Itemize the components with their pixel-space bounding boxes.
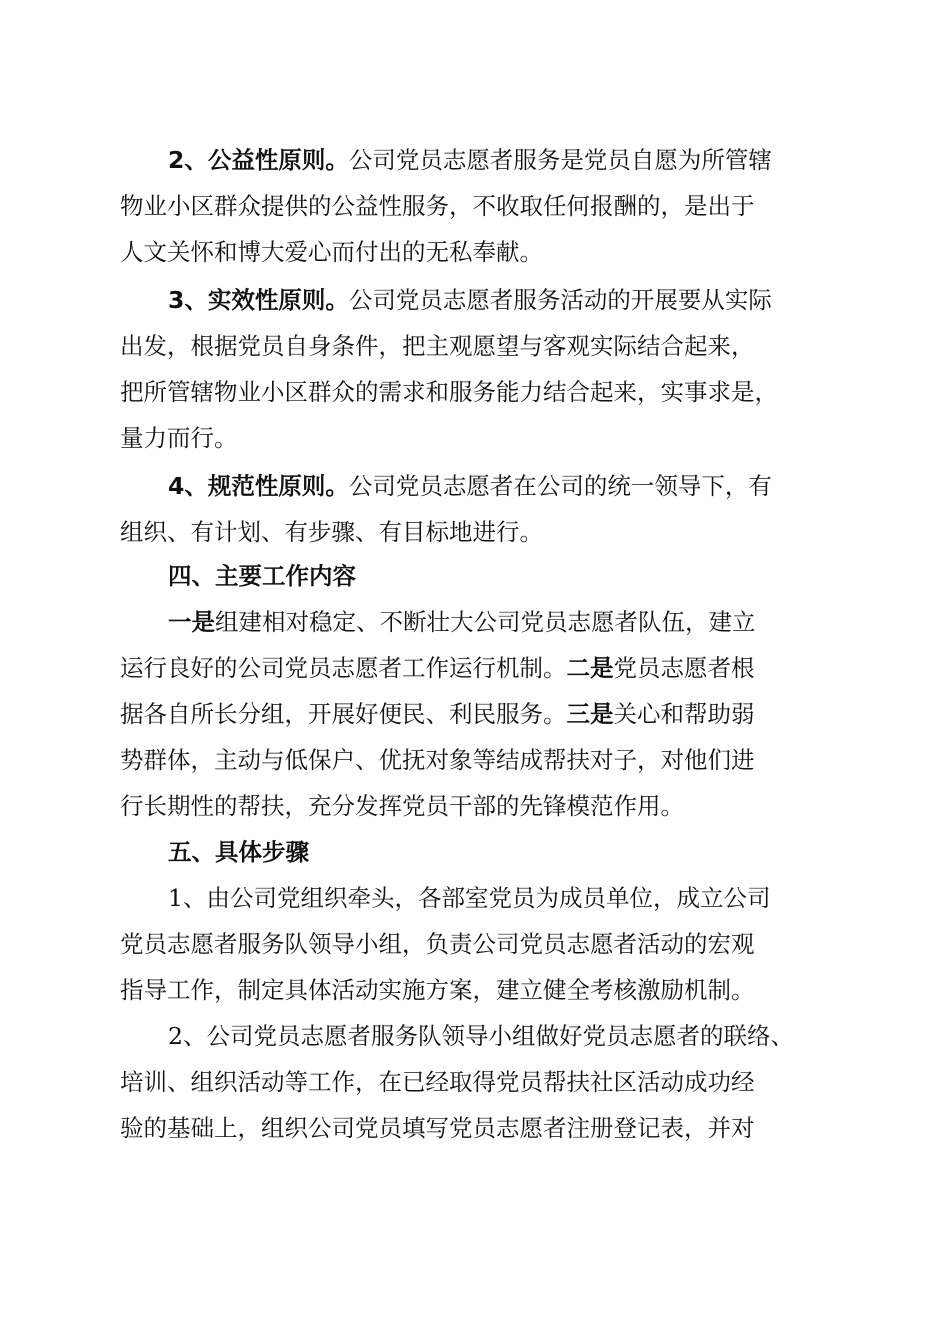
- paragraph-principle-4-line-1: [168, 466, 772, 506]
- principle-2-text: 公司党员志愿者服务是党员自愿为所管辖: [348, 146, 772, 174]
- section-four-bold-2: 二是: [566, 654, 614, 682]
- section-four-text-2: 运行良好的公司党员志愿者工作运行机制。: [120, 654, 567, 682]
- section-four-line-3: [120, 694, 755, 734]
- section-four-text-1: 组建相对稳定、不断壮大公司党员志愿者队伍，建立: [215, 608, 756, 636]
- paragraph-principle-2-line-3: 人文关怀和博大爱心而付出的无私奉献。: [120, 238, 543, 266]
- section-four-text-2-tail: 党员志愿者根: [613, 654, 755, 682]
- section-four-text-3: 据各自所长分组，开展好便民、利民服务。: [120, 700, 567, 728]
- section-four-line-4: 势群体，主动与低保户、优抚对象等结成帮扶对子，对他们进: [120, 746, 755, 774]
- principle-3-title: 3、实效性原则。: [168, 286, 349, 314]
- step-2-line-1: 2、公司党员志愿者服务队领导小组做好党员志愿者的联络、: [168, 1022, 794, 1050]
- section-four-bold-3: 三是: [566, 700, 614, 728]
- paragraph-principle-3-line-1: [168, 280, 772, 320]
- section-four-bold-1: 一是: [168, 608, 215, 636]
- step-2-line-2: 培训、组织活动等工作，在已经取得党员帮扶社区活动成功经: [120, 1068, 755, 1096]
- step-2-line-3: 验的基础上，组织公司党员填写党员志愿者注册登记表，并对: [120, 1114, 755, 1142]
- section-four-heading: 四、主要工作内容: [168, 562, 356, 590]
- section-five-heading: 五、具体步骤: [168, 838, 309, 866]
- step-1-line-3: 指导工作，制定具体活动实施方案，建立健全考核激励机制。: [120, 976, 755, 1004]
- principle-4-title: 4、规范性原则。: [168, 472, 349, 500]
- section-four-text-3-tail: 关心和帮助弱: [613, 700, 755, 728]
- section-four-line-2: [120, 648, 755, 688]
- paragraph-principle-4-line-2: 组织、有计划、有步骤、有目标地进行。: [120, 518, 543, 546]
- principle-4-text: 公司党员志愿者在公司的统一领导下，有: [348, 472, 772, 500]
- paragraph-principle-3-line-2: 出发，根据党员自身条件，把主观愿望与客观实际结合起来，: [120, 332, 755, 360]
- section-four-line-1: [168, 602, 756, 642]
- principle-2-title: 2、公益性原则。: [168, 146, 349, 174]
- paragraph-principle-3-line-3: 把所管辖物业小区群众的需求和服务能力结合起来，实事求是，: [120, 378, 778, 406]
- step-1-line-1: 1、由公司党组织牵头，各部室党员为成员单位，成立公司: [168, 884, 771, 912]
- paragraph-principle-2-line-2: 物业小区群众提供的公益性服务，不收取任何报酬的，是出于: [120, 192, 755, 220]
- section-four-line-5: 行长期性的帮扶，充分发挥党员干部的先锋模范作用。: [120, 792, 684, 820]
- paragraph-principle-3-line-4: 量力而行。: [120, 424, 238, 452]
- step-1-line-2: 党员志愿者服务队领导小组，负责公司党员志愿者活动的宏观: [120, 930, 755, 958]
- paragraph-principle-2-line-1: [168, 140, 772, 180]
- principle-3-text: 公司党员志愿者服务活动的开展要从实际: [348, 286, 772, 314]
